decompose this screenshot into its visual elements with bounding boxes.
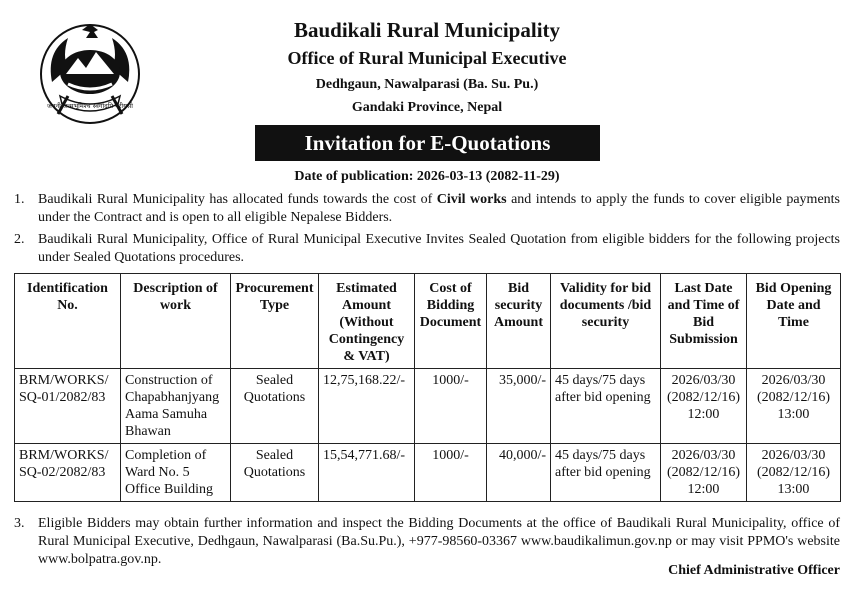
cell-last-date xyxy=(661,444,747,502)
header-last-date: Last Date and Time of Bid Submission xyxy=(661,274,747,369)
publication-date: Date of publication: 2026-03-13 (2082-11-29) xyxy=(294,169,560,184)
cell-opening-date xyxy=(747,369,841,444)
signoff-title: Chief Administrative Officer xyxy=(668,563,840,578)
paragraph-2-text: Baudikali Rural Municipality, Office of Rural Municipal Executive Invites Sealed Quotation from eligible bidders for the following projects under Sealed Quotations procedures. xyxy=(38,232,840,265)
cell-bid-security: 40,000/- xyxy=(487,444,551,502)
paragraph-number: 1. xyxy=(14,192,25,207)
paragraph-3-text: Eligible Bidders may obtain further information and inspect the Bidding Documents at the office of Baudikali Rural Municipality, office of Rural Municipal Executive, Dedhgaun, Nawalparasi (Ba.Su.Pu.), +977-98560-03367 www.baudikalimun.gov.np or may visit PPMO's website www.bolpatra.gov.np. xyxy=(38,516,840,567)
nepal-emblem-logo xyxy=(38,22,142,126)
paragraph-3 xyxy=(14,515,840,569)
table-row xyxy=(15,369,841,444)
cell-procurement-type: Sealed Quotations xyxy=(231,444,319,502)
cell-id: BRM/WORKS/ SQ-02/2082/83 xyxy=(15,444,121,502)
header-id: Identification No. xyxy=(15,274,121,369)
opening-date-ad: 2026/03/30 xyxy=(761,373,826,388)
last-time: 12:00 xyxy=(687,482,720,497)
header-validity: Validity for bid documents /bid security xyxy=(551,274,661,369)
opening-time: 13:00 xyxy=(777,482,810,497)
table-header-row xyxy=(15,274,841,369)
table-row xyxy=(15,444,841,502)
cell-bid-security: 35,000/- xyxy=(487,369,551,444)
quotation-table xyxy=(14,273,841,502)
cell-document-cost: 1000/- xyxy=(415,444,487,502)
paragraph-1-text: Baudikali Rural Municipality has allocated funds towards the cost of xyxy=(38,192,437,207)
last-date-ad: 2026/03/30 xyxy=(671,448,736,463)
organization-name: Baudikali Rural Municipality xyxy=(293,18,561,42)
province: Gandaki Province, Nepal xyxy=(351,100,503,115)
last-date-ad: 2026/03/30 xyxy=(671,373,736,388)
cell-estimated-amount: 12,75,168.22/- xyxy=(319,369,415,444)
office-name: Office of Rural Municipal Executive xyxy=(287,48,567,68)
last-date-bs: (2082/12/16) xyxy=(666,465,741,480)
cell-validity: 45 days/75 days after bid opening xyxy=(551,369,661,444)
header-document-cost: Cost of Bidding Document xyxy=(415,274,487,369)
opening-date-ad: 2026/03/30 xyxy=(761,448,826,463)
paragraph-number: 3. xyxy=(14,516,25,531)
cell-description: Construction of Chapabhanjyang Aama Samuha Bhawan xyxy=(121,369,231,444)
cell-procurement-type: Sealed Quotations xyxy=(231,369,319,444)
cell-description: Completion of Ward No. 5 Office Building xyxy=(121,444,231,502)
last-date-bs: (2082/12/16) xyxy=(666,390,741,405)
header-bid-security: Bid security Amount xyxy=(487,274,551,369)
paragraph-1-text-end: and intends to apply the funds to cover eligible payments under the Contract and is open to all eligible Nepalese Bidders. xyxy=(38,192,840,225)
opening-date-bs: (2082/12/16) xyxy=(756,465,831,480)
cell-document-cost: 1000/- xyxy=(415,369,487,444)
cell-validity: 45 days/75 days after bid opening xyxy=(551,444,661,502)
cell-opening-date xyxy=(747,444,841,502)
cell-id: BRM/WORKS/ SQ-01/2082/83 xyxy=(15,369,121,444)
opening-date-bs: (2082/12/16) xyxy=(756,390,831,405)
cell-estimated-amount: 15,54,771.68/- xyxy=(319,444,415,502)
paragraph-1-bold: Civil works xyxy=(436,192,507,207)
paragraph-1 xyxy=(14,191,840,227)
header-procurement-type: Procurement Type xyxy=(231,274,319,369)
opening-time: 13:00 xyxy=(777,407,810,422)
cell-last-date xyxy=(661,369,747,444)
emblem-motto: जननी जन्मभूमिश्च स्वर्गादपि गरीयसी xyxy=(47,102,133,110)
last-time: 12:00 xyxy=(687,407,720,422)
address: Dedhgaun, Nawalparasi (Ba. Su. Pu.) xyxy=(315,77,539,92)
paragraph-number: 2. xyxy=(14,232,25,247)
paragraph-2 xyxy=(14,231,840,267)
header-description: Description of work xyxy=(121,274,231,369)
header-opening-date: Bid Opening Date and Time xyxy=(747,274,841,369)
notice-title-banner: Invitation for E-Quotations xyxy=(255,125,600,161)
header-estimated-amount: Estimated Amount (Without Contingency & VAT) xyxy=(319,274,415,369)
